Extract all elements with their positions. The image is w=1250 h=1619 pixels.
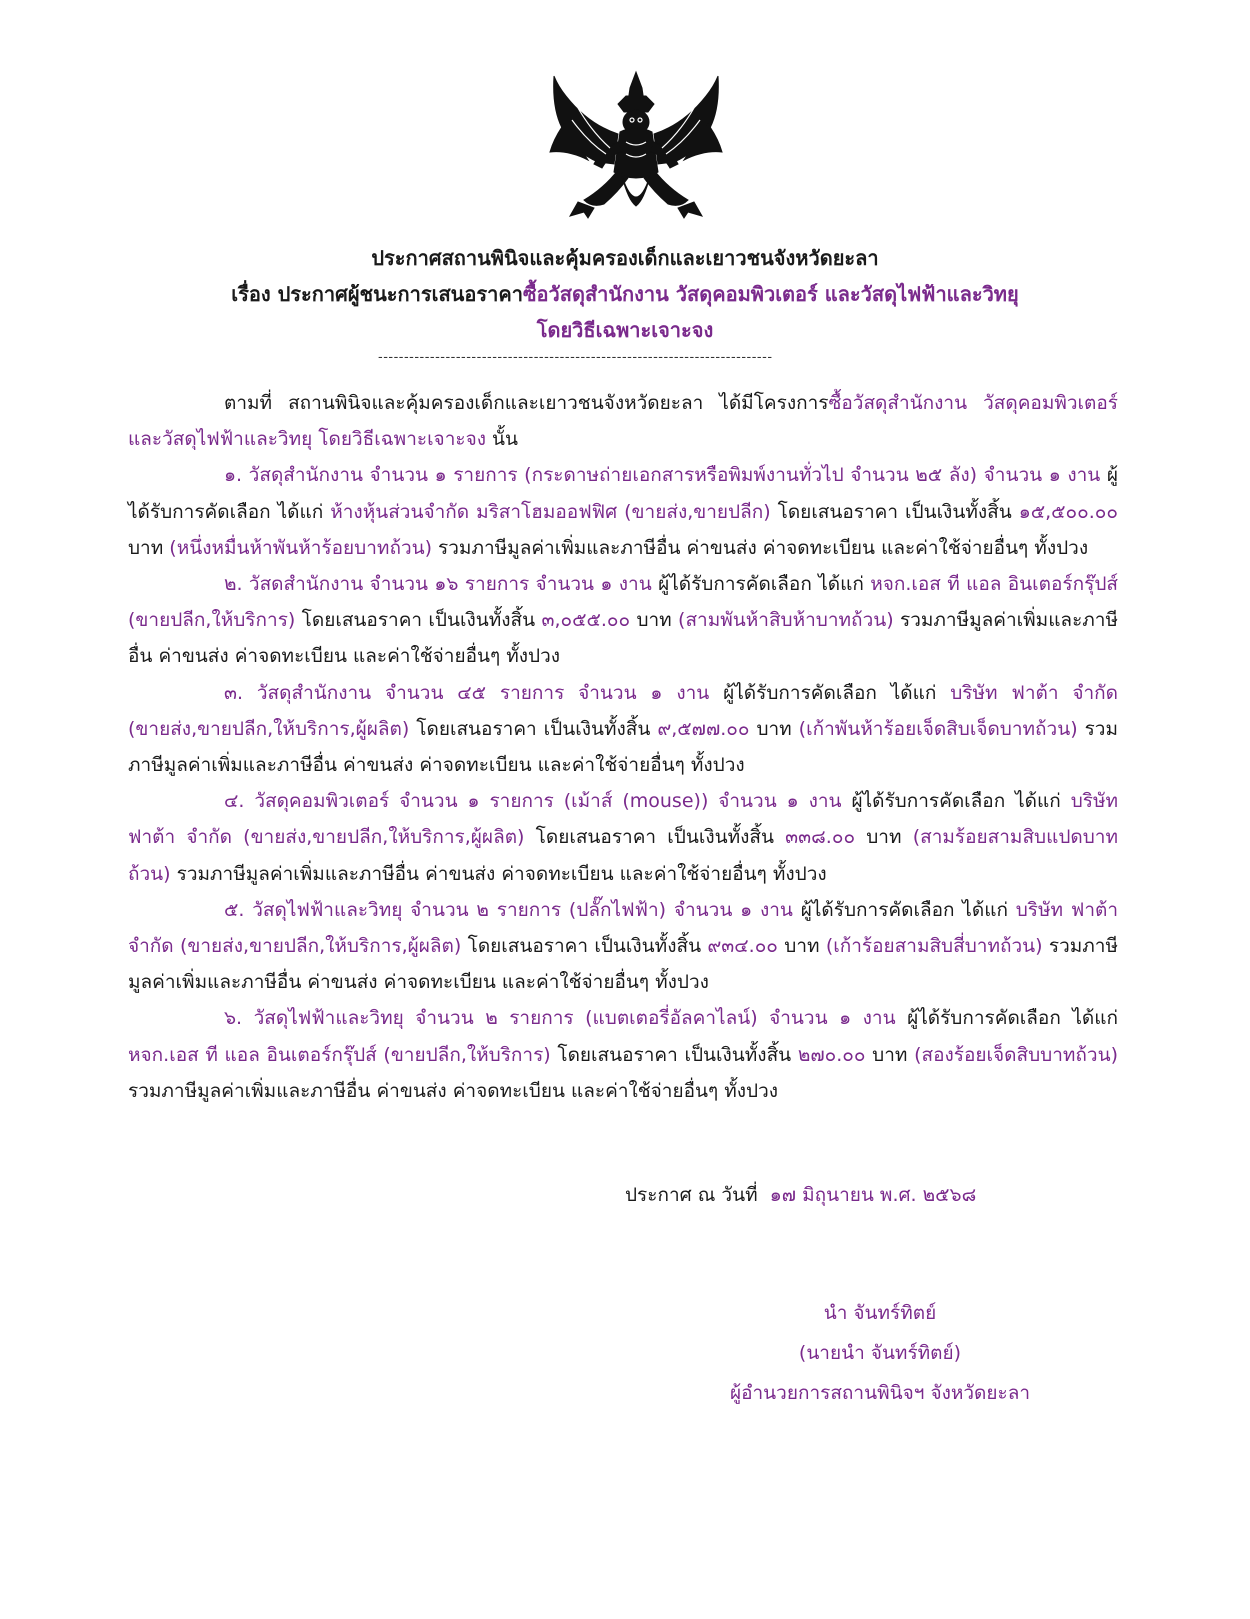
intro-text: ตามที่ สถานพินิจและคุ้มครองเด็กและเยาวชนจังหวัดยะลา ได้มีโครงการ [224, 392, 829, 414]
item-currency: บาท [777, 935, 826, 958]
item-description: ๒. วัสดสำนักงาน จำนวน ๑๖ รายการ จำนวน ๑ งาน [224, 573, 652, 596]
garuda-emblem-icon [548, 68, 724, 226]
item-vendor: บริษัท ฟาต้า จำกัด (ขายส่ง,ขายปลีก,ให้บริการ,ผู้ผลิต) [128, 790, 1119, 849]
item-description: ๖. วัสดุไฟฟ้าและวิทยุ จำนวน ๒ รายการ (แบตเตอรี่อัลคาไลน์) จำนวน ๑ งาน [224, 1007, 896, 1030]
item-currency: บาท [630, 609, 679, 632]
item-tax-note: รวมภาษีมูลค่าเพิ่มและภาษีอื่น ค่าขนส่ง ค่าจดทะเบียน และค่าใช้จ่ายอื่นๆ ทั้งปวง [128, 717, 1118, 777]
item-amount-words: (เก้าร้อยสามสิบสี่บาทถ้วน) [825, 935, 1043, 958]
award-item-1 [128, 457, 1118, 566]
item-description: ๓. วัสดุสำนักงาน จำนวน ๔๕ รายการ จำนวน ๑ งาน [224, 681, 710, 704]
item-amount: ๙๓๔.๐๐ [707, 935, 778, 958]
agency-title: ประกาศสถานพินิจและคุ้มครองเด็กและเยาวชนจังหวัดยะลา [371, 246, 879, 270]
signature-name: นำ จันทร์ทิตย์ [823, 1302, 937, 1324]
item-vendor: หจก.เอส ที แอล อินเตอร์กรุ๊ปส์ (ขายปลีก,ให้บริการ) [128, 1043, 551, 1066]
signature-full-name: (นายนำ จันทร์ทิตย์) [798, 1342, 962, 1364]
item-amount-words: (เก้าพันห้าร้อยเจ็ดสิบเจ็ดบาทถ้วน) [798, 717, 1078, 740]
item-vendor: ห้างหุ้นส่วนจำกัด มริสาโฮมออฟฟิศ (ขายส่ง,ขายปลีก) [330, 500, 771, 523]
item-amount: ๓๓๘.๐๐ [785, 826, 856, 849]
item-vendor: หจก.เอส ที แอล อินเตอร์กรุ๊ปส์ (ขายปลีก,ให้บริการ) [128, 573, 1118, 632]
procurement-method: โดยวิธีเฉพาะเจาะจง [536, 318, 714, 342]
item-currency: บาท [749, 717, 799, 740]
item-amount: ๙,๕๗๗.๐๐ [657, 717, 750, 740]
award-item-3 [128, 675, 1118, 784]
date-label: ประกาศ ณ วันที่ [625, 1184, 758, 1206]
item-amount: ๓,๐๕๕.๐๐ [541, 609, 631, 632]
date-value: ๑๗ มิถุนายน พ.ศ. ๒๕๖๘ [769, 1184, 977, 1206]
item-currency: บาท [855, 826, 913, 849]
item-price-label: โดยเสนอราคา เป็นเงินทั้งสิ้น [770, 500, 1019, 523]
award-item-2 [128, 566, 1118, 675]
item-amount-words: (สามพันห้าสิบห้าบาทถ้วน) [678, 609, 894, 632]
item-amount-words: (สามร้อยสามสิบแปดบาทถ้วน) [128, 826, 1119, 885]
item-currency: บาท [865, 1043, 915, 1066]
item-selected-label: ผู้ได้รับการคัดเลือก ได้แก่ [651, 573, 871, 596]
item-description: ๕. วัสดุไฟฟ้าและวิทยุ จำนวน ๒ รายการ (ปลั๊กไฟฟ้า) จำนวน ๑ งาน [224, 898, 793, 921]
item-description: ๔. วัสดุคอมพิวเตอร์ จำนวน ๑ รายการ (เม้าส์ (mouse)) จำนวน ๑ งาน [224, 790, 842, 813]
item-selected-label: ผู้ได้รับการคัดเลือก ได้แก่ [895, 1007, 1118, 1030]
intro-project: ซื้อวัสดุสำนักงาน วัสดุคอมพิวเตอร์ และวัสดุไฟฟ้าและวิทยุ โดยวิธีเฉพาะเจาะจง [128, 392, 1118, 451]
item-price-label: โดยเสนอราคา เป็นเงินทั้งสิ้น [295, 609, 542, 632]
item-amount-words: (หนึ่งหมื่นห้าพันห้าร้อยบาทถ้วน) [169, 536, 433, 559]
item-price-label: โดยเสนอราคา เป็นเงินทั้งสิ้น [550, 1043, 798, 1066]
item-description: ๑. วัสดุสำนักงาน จำนวน ๑ รายการ (กระดาษถ่ายเอกสารหรือพิมพ์งานทั่วไป จำนวน ๒๕ ลัง) จำนวน ๑ งาน [224, 464, 1101, 487]
subject-line [0, 276, 1250, 312]
subject-prefix: เรื่อง ประกาศผู้ชนะการเสนอราคา [231, 282, 523, 306]
subject-main: ซื้อวัสดุสำนักงาน วัสดุคอมพิวเตอร์ และวัสดุไฟฟ้าและวิทยุ [522, 282, 1019, 306]
award-item-6 [128, 1000, 1118, 1109]
item-amount: ๑๕,๕๐๐.๐๐ [1018, 500, 1118, 523]
signature-position: ผู้อำนวยการสถานพินิจฯ จังหวัดยะลา [729, 1382, 1031, 1404]
announcement-date [625, 1180, 976, 1210]
item-vendor: บริษัท ฟาต้า จำกัด (ขายส่ง,ขายปลีก,ให้บริการ,ผู้ผลิต) [128, 681, 1118, 740]
item-currency: บาท [128, 536, 170, 559]
item-amount: ๒๗๐.๐๐ [797, 1043, 866, 1066]
item-amount-words: (สองร้อยเจ็ดสิบบาทถ้วน) [914, 1043, 1118, 1066]
intro-paragraph [128, 385, 1118, 457]
item-tax-note: รวมภาษีมูลค่าเพิ่มและภาษีอื่น ค่าขนส่ง ค่าจดทะเบียน และค่าใช้จ่ายอื่นๆ ทั้งปวง [128, 935, 1118, 994]
item-tax-note: รวมภาษีมูลค่าเพิ่มและภาษีอื่น ค่าขนส่ง ค่าจดทะเบียน และค่าใช้จ่ายอื่นๆ ทั้งปวง [128, 609, 1119, 668]
item-price-label: โดยเสนอราคา เป็นเงินทั้งสิ้น [409, 717, 658, 740]
item-selected-label: ผู้ได้รับการคัดเลือก ได้แก่ [792, 898, 1016, 921]
item-price-label: โดยเสนอราคา เป็นเงินทั้งสิ้น [524, 826, 786, 849]
item-selected-label: ผู้ได้รับการคัดเลือก ได้แก่ [128, 464, 1118, 523]
item-selected-label: ผู้ได้รับการคัดเลือก ได้แก่ [841, 790, 1071, 813]
item-price-label: โดยเสนอราคา เป็นเงินทั้งสิ้น [461, 935, 708, 958]
item-tax-note: รวมภาษีมูลค่าเพิ่มและภาษีอื่น ค่าขนส่ง ค่าจดทะเบียน และค่าใช้จ่ายอื่นๆ ทั้งปวง [432, 536, 1089, 559]
announcement-body [128, 385, 1118, 1109]
item-tax-note: รวมภาษีมูลค่าเพิ่มและภาษีอื่น ค่าขนส่ง ค่าจดทะเบียน และค่าใช้จ่ายอื่นๆ ทั้งปวง [128, 1079, 779, 1102]
item-selected-label: ผู้ได้รับการคัดเลือก ได้แก่ [709, 681, 951, 704]
item-vendor: บริษัท ฟาต้า จำกัด (ขายส่ง,ขายปลีก,ให้บริการ,ผู้ผลิต) [128, 898, 1118, 958]
intro-end: นั้น [485, 428, 519, 451]
separator-line: ---------------------------------------------------------------------------- [378, 350, 773, 365]
item-tax-note: รวมภาษีมูลค่าเพิ่มและภาษีอื่น ค่าขนส่ง ค่าจดทะเบียน และค่าใช้จ่ายอื่นๆ ทั้งปวง [170, 862, 827, 885]
award-item-4 [128, 783, 1118, 892]
award-item-5 [128, 892, 1118, 1001]
